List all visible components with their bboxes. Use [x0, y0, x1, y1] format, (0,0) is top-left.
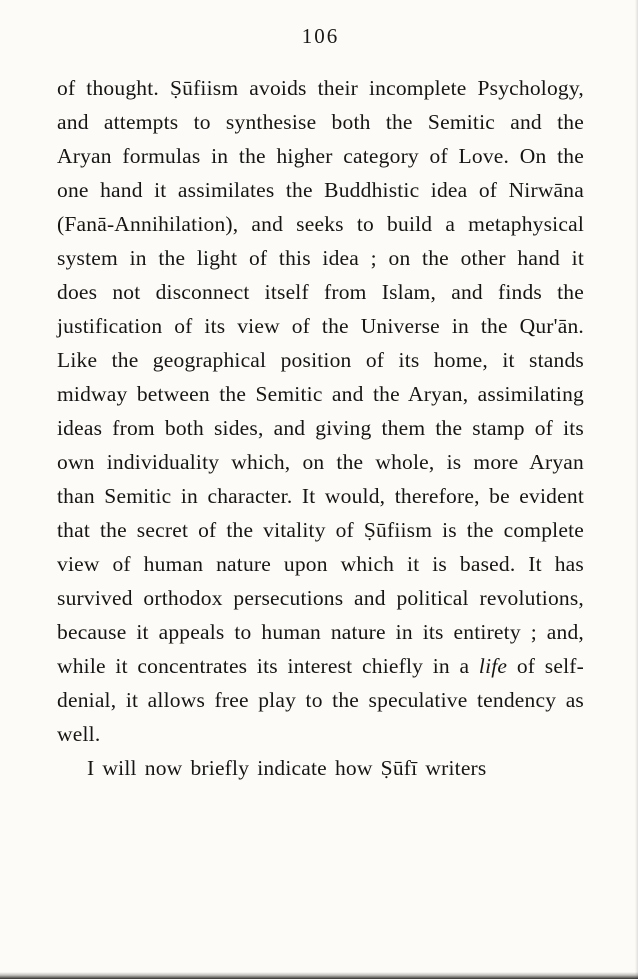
paragraph-1 [57, 71, 584, 751]
paragraph-2-text: I will now briefly indicate how Ṣūfī writers [87, 756, 487, 780]
paragraph-1-continued: of self-denial, it allows free play to the speculative tendency as well. [57, 654, 584, 746]
paragraph-1-text: of thought. Ṣūfiism avoids their incomplete Psychology, and attempts to synthesise both the Semitic and the Aryan formulas in the higher category of Love. On the one hand it assimilates the Buddhistic idea of Nirwāna (Fanā-Annihilation), and seeks to build a metaphysical system in the light of this idea ; on the other hand it does not disconnect itself from Islam, and finds the justification of its view of the Universe in the Qur'ān. Like the geographical position of its home, it stands midway between the Semitic and the Aryan, assimilating ideas from both sides, and giving them the stamp of its own individuality which, on the whole, is more Aryan than Semitic in character. It would, therefore, be evident that the secret of the vitality of Ṣūfiism is the complete view of human nature upon which it is based. It has survived orthodox persecutions and political revolutions, because it appeals to human nature in its entirety ; and, while it concentrates its interest chiefly in a [57, 76, 584, 678]
page-number: 106 [301, 24, 340, 48]
italic-word-life: life [478, 654, 508, 678]
scan-edge-bottom-shadow [0, 972, 638, 979]
paragraph-2 [57, 751, 584, 785]
